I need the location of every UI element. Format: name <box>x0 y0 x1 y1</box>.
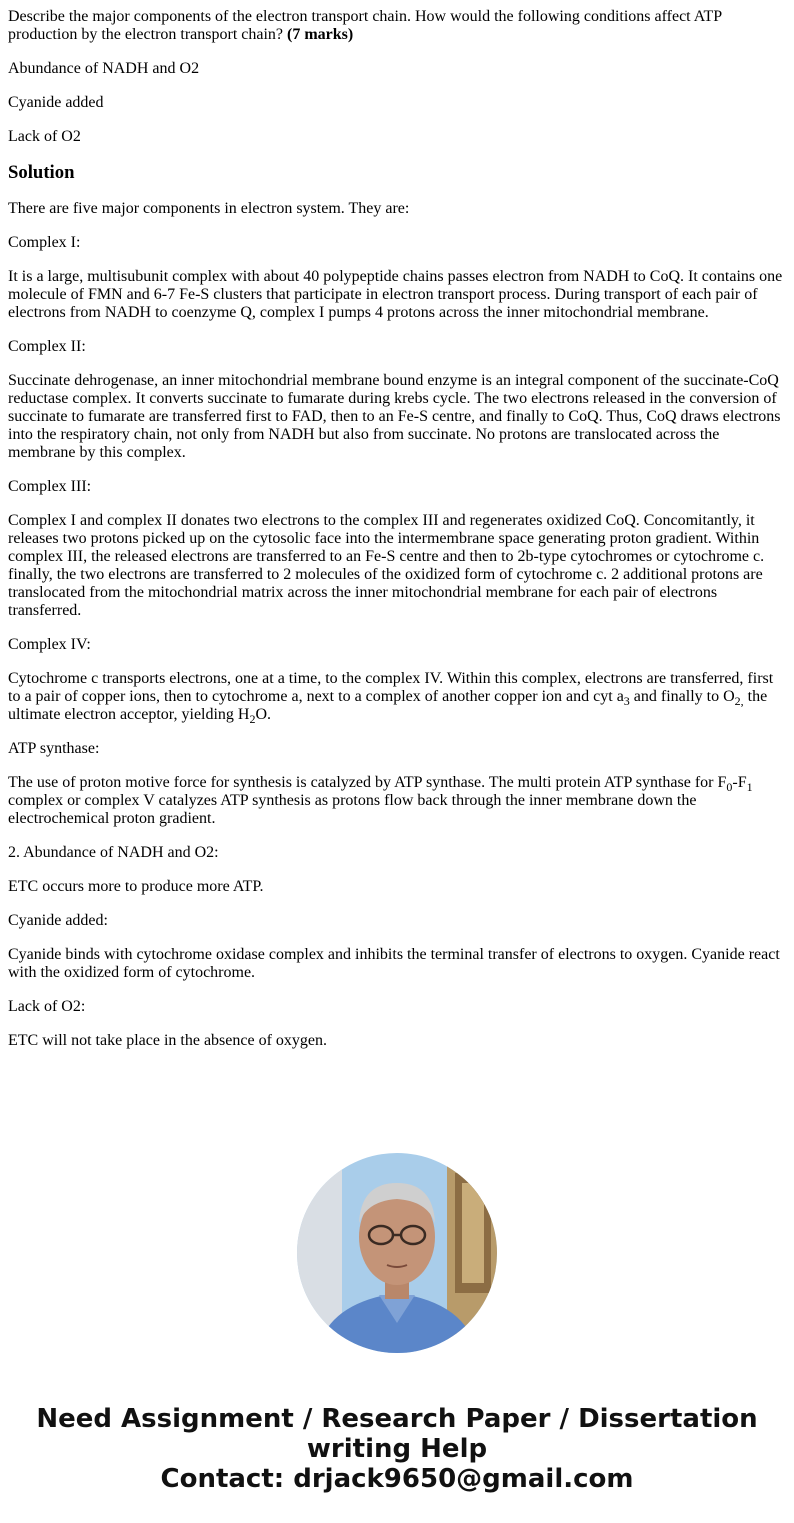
avatar <box>297 1153 497 1353</box>
complex-4-text-4: O. <box>255 706 272 723</box>
question-paragraph <box>8 8 786 44</box>
atp-text-2: -F <box>732 774 747 791</box>
complex-4-title: Complex IV: <box>8 636 91 653</box>
question-condition-2: Cyanide added <box>8 94 104 111</box>
question-condition-3: Lack of O2 <box>8 128 81 145</box>
promo-contact: Contact: drjack9650@gmail.com <box>160 1464 634 1494</box>
complex-4-sub-1: 3 <box>623 694 630 709</box>
atp-sub-1: 0 <box>726 780 733 795</box>
solution-intro: There are five major components in electron system. They are: <box>8 200 410 217</box>
complex-2-title: Complex II: <box>8 338 86 355</box>
complex-3-title: Complex III: <box>8 478 92 495</box>
complex-4-body <box>8 670 786 727</box>
condition-1-body: ETC occurs more to produce more ATP. <box>8 878 264 895</box>
condition-2-title: Cyanide added: <box>8 912 108 929</box>
complex-3-body: Complex I and complex II donates two electrons to the complex III and regenerates oxidized CoQ. Concomitantly, it releases two protons picked up on the cytosolic face into the intermembrane space generating proton gradient. Within complex III, the released electrons are transferred to an Fe-S centre and then to 2b-type cytochromes or cytochrome c. finally, the two electrons are transferred to 2 molecules of the oxidized form of cytochrome c. 2 additional protons are translocated from the mitochondrial matrix across the inner mitochondrial membrane for each pair of electrons transferred. <box>8 512 765 619</box>
atp-text-3: complex or complex V catalyzes ATP synthesis as protons flow back through the inner membrane down the electrochemical proton gradient. <box>8 792 697 827</box>
complex-1-body: It is a large, multisubunit complex with about 40 polypeptide chains passes electron from NADH to CoQ. It contains one molecule of FMN and 6-7 Fe-S clusters that participate in electron transport process. During transport of each pair of electrons from NADH to coenzyme Q, complex I pumps 4 protons across the inner mitochondrial membrane. <box>8 268 783 321</box>
atp-sub-2: 1 <box>746 780 753 795</box>
promo-line-2: writing Help <box>306 1434 488 1464</box>
complex-4-text-2: and finally to O <box>629 688 735 705</box>
condition-2-body: Cyanide binds with cytochrome oxidase complex and inhibits the terminal transfer of electrons to oxygen. Cyanide react with the oxidized form of cytochrome. <box>8 946 780 981</box>
solution-heading: Solution <box>8 162 75 183</box>
complex-4-text-3: the ultimate electron acceptor, yielding H <box>8 688 768 723</box>
promo-line-1: Need Assignment / Research Paper / Dissertation <box>36 1404 758 1434</box>
question-text: Describe the major components of the electron transport chain. How would the following conditions affect ATP production by the electron transport chain? <box>8 8 722 43</box>
question-condition-1: Abundance of NADH and O2 <box>8 60 200 77</box>
atp-text-1: The use of proton motive force for synthesis is catalyzed by ATP synthase. The multi protein ATP synthase for F <box>8 774 727 791</box>
complex-1-title: Complex I: <box>8 234 81 251</box>
complex-4-sub-2: 2, <box>734 694 744 709</box>
condition-1-title: 2. Abundance of NADH and O2: <box>8 844 219 861</box>
complex-4-sub-3: 2 <box>249 712 256 727</box>
complex-2-body: Succinate dehrogenase, an inner mitochondrial membrane bound enzyme is an integral component of the succinate-CoQ reductase complex. It converts succinate to fumarate during krebs cycle. The two electrons released in the conversion of succinate to fumarate are transferred first to FAD, then to an Fe-S centre, and finally to CoQ. Thus, CoQ draws electrons into the respiratory chain, not only from NADH but also from succinate. No protons are translocated across the membrane by this complex. <box>8 372 781 461</box>
promo-banner <box>0 1404 794 1494</box>
condition-3-body: ETC will not take place in the absence of oxygen. <box>8 1032 328 1049</box>
question-marks: (7 marks) <box>287 26 354 43</box>
avatar-portrait <box>297 1153 497 1353</box>
atp-synthase-title: ATP synthase: <box>8 740 100 757</box>
condition-3-title: Lack of O2: <box>8 998 86 1015</box>
atp-synthase-body <box>8 774 786 828</box>
complex-4-text-1: Cytochrome c transports electrons, one at a time, to the complex IV. Within this complex, electrons are transferred, first to a pair of copper ions, then to cytochrome a, next to a complex of another copper ion and cyt a <box>8 670 774 705</box>
